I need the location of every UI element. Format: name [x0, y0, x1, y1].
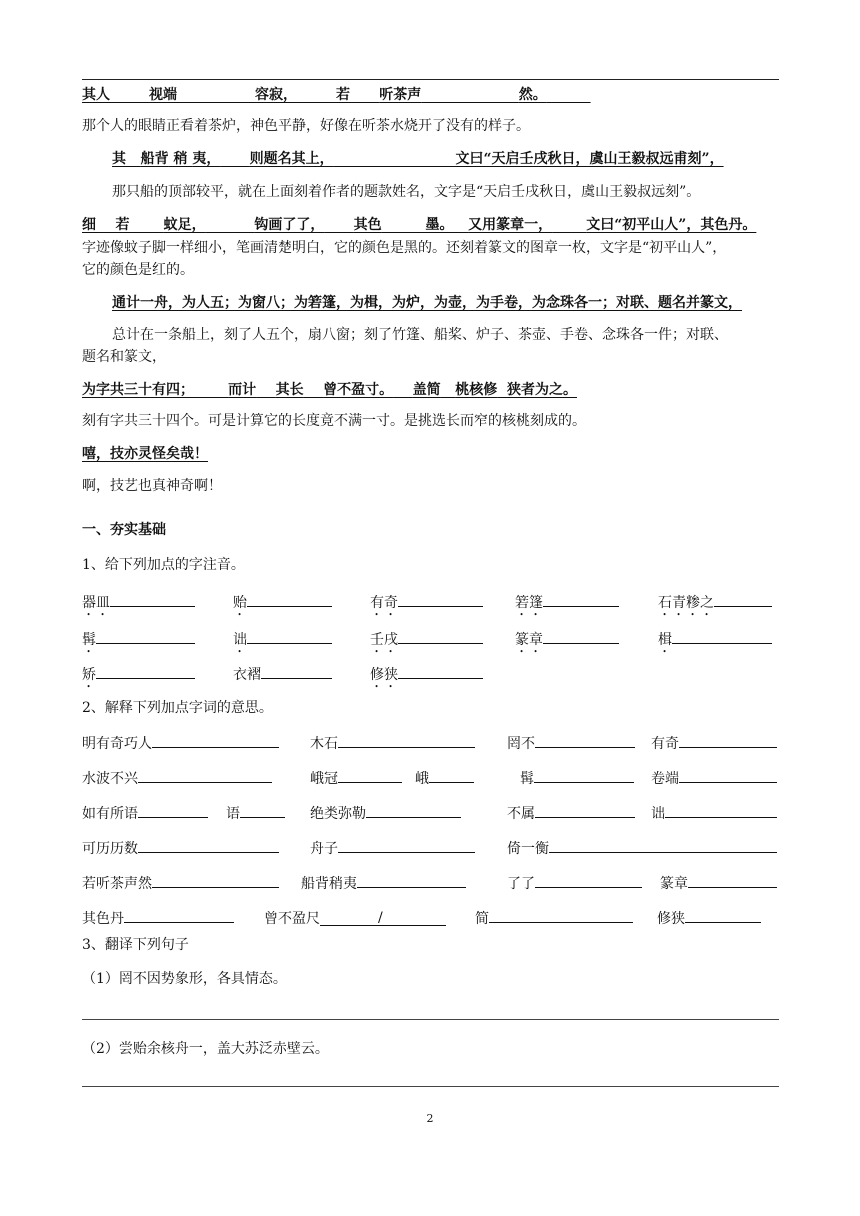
- answer-blank[interactable]: [152, 873, 279, 888]
- q1-item: 壬戌: [370, 629, 483, 656]
- q2-item: 罔不: [507, 733, 635, 753]
- q1-item: 髯: [82, 629, 195, 656]
- answer-blank[interactable]: [138, 803, 208, 818]
- answer-blank[interactable]: [357, 873, 466, 888]
- q1-item: 器皿: [82, 592, 195, 619]
- q2-item: 峨: [415, 768, 474, 788]
- answer-line[interactable]: [82, 1019, 779, 1020]
- q2-item: 倚一衡: [507, 838, 777, 858]
- passage-original-3: 细 若 蚊足， 钩画了了， 其色 墨。 又用篆章一， 文曰“初平山人”，其色丹。: [82, 217, 757, 233]
- answer-blank[interactable]: [679, 768, 777, 783]
- q2-row-1: [82, 733, 779, 753]
- passage-translation-4a: 总计在一条船上，刻了人五个，扇八窗；刻了竹篷、船桨、炉子、茶壶、手卷、念珠各一件；对联、: [112, 327, 728, 343]
- answer-blank[interactable]: [489, 908, 633, 923]
- q2-item: 船背稍夷: [301, 873, 466, 893]
- passage-translation-3a: 字迹像蚊子脚一样细小，笔画清楚明白，它的颜色是黑的。还刻着篆文的图章一枚，文字是“初平山人”，: [82, 240, 727, 256]
- q2-item: 绝类弥勒: [310, 803, 461, 823]
- q2-row-5: [82, 873, 779, 893]
- q2-item: 明有奇巧人: [82, 733, 279, 753]
- q2-item: 木石: [310, 733, 475, 753]
- answer-blank[interactable]: [240, 803, 285, 818]
- q2-item: 舟子: [310, 838, 475, 858]
- q2-item: 篆章: [660, 873, 777, 893]
- passage-translation-6: 啊，技艺也真神奇啊！: [82, 478, 222, 494]
- q2-item: 诎: [651, 803, 777, 823]
- q2-item: 卷端: [651, 768, 777, 788]
- q2-item: 髯: [520, 768, 634, 788]
- answer-blank[interactable]: [96, 664, 195, 679]
- answer-blank[interactable]: [261, 664, 332, 679]
- q2-item: 峨冠: [310, 768, 402, 788]
- q1-item: 修狭: [370, 664, 483, 691]
- answer-blank[interactable]: [138, 838, 279, 853]
- answer-blank[interactable]: [124, 908, 234, 923]
- q2-item: 如有所语: [82, 803, 208, 823]
- top-rule: [82, 79, 779, 80]
- answer-blank[interactable]: [398, 629, 483, 644]
- q2-item: 其色丹: [82, 908, 234, 928]
- answer-blank[interactable]: [338, 838, 475, 853]
- passage-original-2: 其 船背 稍 夷， 则题名其上， 文曰“天启壬戌秋日，虞山王毅叔远甫刻”，: [112, 151, 724, 167]
- q2-title: 2、解释下列加点字词的意思。: [82, 700, 273, 716]
- passage-translation-1: 那个人的眼睛正看着茶炉，神色平静，好像在听茶水烧开了没有的样子。: [82, 118, 530, 134]
- answer-blank[interactable]: [338, 733, 475, 748]
- answer-blank[interactable]: [549, 838, 777, 853]
- slash-separator: /: [378, 910, 383, 926]
- answer-blank[interactable]: [110, 592, 195, 607]
- q2-item: 可历历数: [82, 838, 279, 858]
- passage-translation-2: 那只船的顶部较平，就在上面刻着作者的题款姓名，文字是“天启壬戌秋日，虞山王毅叔远刻”。: [112, 184, 701, 200]
- answer-blank[interactable]: [96, 629, 195, 644]
- q2-item: 了了: [507, 873, 642, 893]
- answer-blank[interactable]: [398, 592, 483, 607]
- answer-blank[interactable]: [679, 733, 777, 748]
- q1-item: 箬篷: [515, 592, 619, 619]
- answer-line[interactable]: [82, 1086, 779, 1087]
- answer-blank[interactable]: [138, 768, 272, 783]
- answer-blank[interactable]: [247, 592, 332, 607]
- q3-sentence-2: （2）尝贻余核舟一，盖大苏泛赤壁云。: [82, 1041, 329, 1057]
- answer-blank[interactable]: [534, 768, 634, 783]
- q2-item: 语: [226, 803, 285, 823]
- q1-item: 贻: [233, 592, 332, 619]
- answer-blank[interactable]: [688, 873, 777, 888]
- q2-row-4: [82, 838, 779, 858]
- q2-item: 有奇: [651, 733, 777, 753]
- passage-original-4: 通计一舟，为人五；为窗八；为箬篷，为楫，为炉，为壶，为手卷，为念珠各一；对联、题名并篆文，: [112, 295, 742, 311]
- q2-item: 若听茶声然: [82, 873, 279, 893]
- answer-blank[interactable]: [535, 733, 635, 748]
- answer-blank[interactable]: [320, 911, 446, 926]
- passage-translation-4b: 题名和篆文，: [82, 349, 166, 365]
- answer-blank[interactable]: [665, 803, 777, 818]
- section-title: 一、夯实基础: [82, 522, 166, 538]
- q2-row-6: [82, 908, 779, 928]
- q1-row-2: [82, 629, 779, 649]
- answer-blank[interactable]: [152, 733, 279, 748]
- q2-item: 水波不兴: [82, 768, 272, 788]
- passage-original-6: 嘻，技亦灵怪矣哉！: [82, 446, 208, 462]
- answer-blank[interactable]: [535, 873, 642, 888]
- page-number: 2: [426, 1112, 434, 1125]
- answer-blank[interactable]: [366, 803, 461, 818]
- q1-item: 矫: [82, 664, 195, 691]
- answer-blank[interactable]: [429, 768, 474, 783]
- q1-item: 有奇: [370, 592, 483, 619]
- passage-original-1: 其人 视端 容寂， 若 听茶声 然。: [82, 87, 547, 103]
- q3-sentence-1: （1）罔不因势象形，各具情态。: [82, 971, 287, 987]
- answer-blank[interactable]: [714, 592, 772, 607]
- q1-item: 楫: [658, 629, 772, 656]
- answer-blank[interactable]: [685, 908, 761, 923]
- q3-title: 3、翻译下列句子: [82, 937, 189, 953]
- q2-item: 简: [475, 908, 633, 928]
- answer-blank[interactable]: [247, 629, 332, 644]
- q2-item: 不属: [507, 803, 635, 823]
- answer-blank[interactable]: [543, 592, 619, 607]
- q2-item: 修狭: [657, 908, 761, 928]
- answer-blank[interactable]: [338, 768, 402, 783]
- q2-item: 曾不盈尺 /: [264, 908, 446, 928]
- answer-blank[interactable]: [398, 664, 483, 679]
- passage-translation-5: 刻有字共三十四个。可是计算它的长度竟不满一寸。是挑选长而窄的核桃刻成的。: [82, 413, 586, 429]
- q2-row-3: [82, 803, 779, 823]
- q1-item: 石青糁之: [658, 592, 772, 619]
- q1-title: 1、给下列加点的字注音。: [82, 557, 245, 573]
- q2-row-2: [82, 768, 779, 788]
- q1-row-1: [82, 592, 779, 612]
- passage-original-5: 为字共三十有四； 而计 其长 曾不盈寸。 盖简 桃核修 狭者为之。: [82, 382, 577, 398]
- q1-item: 衣褶: [233, 664, 332, 684]
- answer-blank[interactable]: [543, 629, 619, 644]
- q1-item: 篆章: [515, 629, 619, 656]
- q1-item: 诎: [233, 629, 332, 656]
- passage-translation-3b: 它的颜色是红的。: [82, 262, 194, 278]
- answer-blank[interactable]: [535, 803, 635, 818]
- answer-blank[interactable]: [672, 629, 772, 644]
- q1-row-3: [82, 664, 779, 684]
